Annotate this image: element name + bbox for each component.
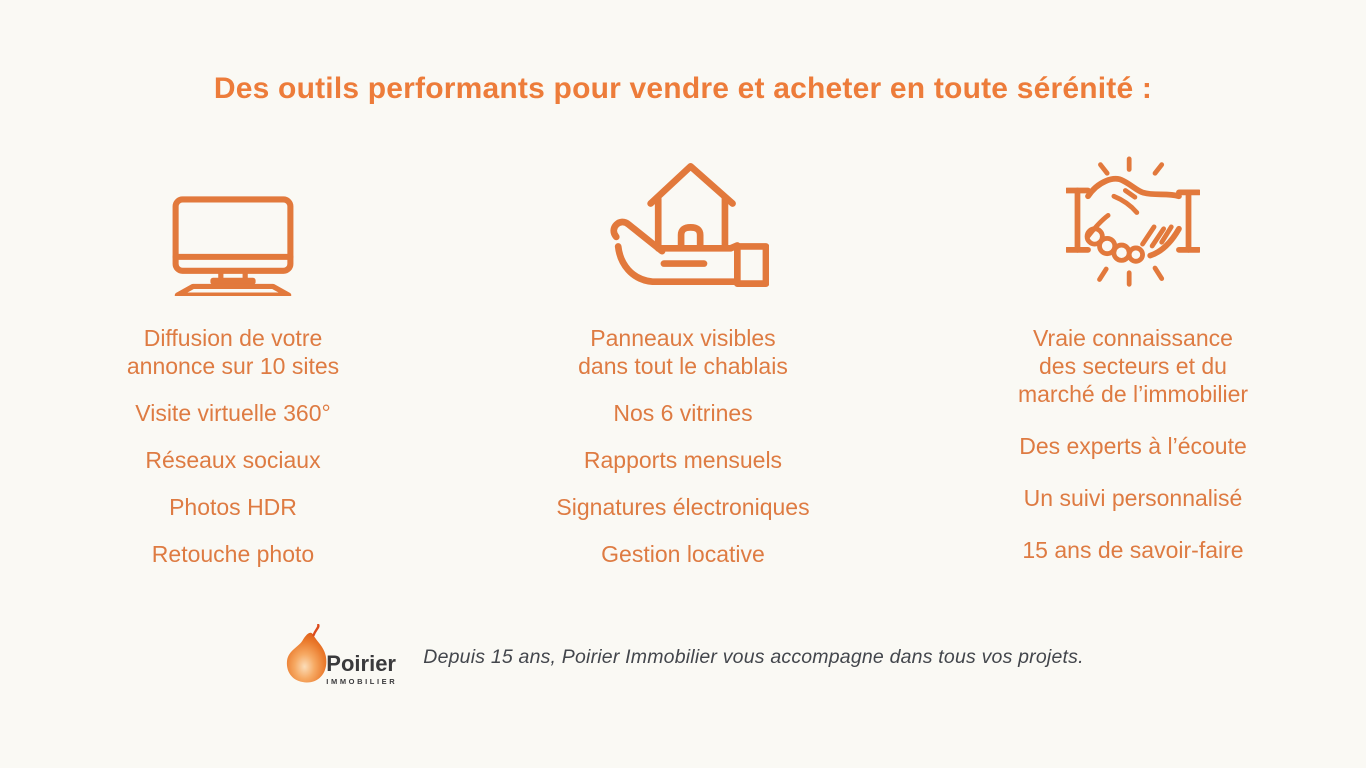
list-item xyxy=(601,540,765,568)
house-in-hand-icon xyxy=(597,153,769,296)
list-item xyxy=(584,446,782,474)
feature-list xyxy=(1018,324,1248,564)
list-item xyxy=(127,324,339,380)
list-item-line: annonce sur 10 sites xyxy=(126,353,340,379)
list-item xyxy=(1019,432,1247,460)
list-item-line: Gestion locative xyxy=(601,541,765,567)
list-item-line: Vraie connaissance xyxy=(1033,325,1233,351)
column-icon-wrap xyxy=(172,142,294,296)
column-expertise xyxy=(913,142,1353,568)
list-item-line: Retouche photo xyxy=(151,541,315,567)
list-item xyxy=(169,493,297,521)
list-item-line: Diffusion de votre xyxy=(143,325,323,351)
list-item xyxy=(152,540,314,568)
list-item-line: des secteurs et du xyxy=(1039,353,1227,379)
logo-text xyxy=(326,653,397,686)
feature-list xyxy=(127,324,339,568)
poirier-logo xyxy=(282,624,397,690)
list-item xyxy=(578,324,788,380)
list-item-line: dans tout le chablais xyxy=(578,353,788,379)
list-item xyxy=(1024,484,1243,512)
footer-tagline: Depuis 15 ans, Poirier Immobilier vous accompagne dans tous vos projets. xyxy=(423,645,1084,668)
list-item xyxy=(1018,324,1248,408)
column-icon-wrap xyxy=(1066,142,1200,296)
list-item-line: Signatures électroniques xyxy=(556,494,810,520)
list-item-line: Panneaux visibles xyxy=(590,325,776,351)
list-item-line: Nos 6 vitrines xyxy=(613,400,753,426)
column-visibilite xyxy=(463,142,903,568)
list-item-line: Visite virtuelle 360° xyxy=(135,400,331,426)
handshake-icon xyxy=(1066,152,1200,296)
list-item xyxy=(613,399,752,427)
list-item-line: Photos HDR xyxy=(169,494,297,520)
column-diffusion xyxy=(13,142,453,568)
list-item-line: 15 ans de savoir-faire xyxy=(1022,537,1244,563)
list-item xyxy=(556,493,809,521)
list-item-line: Un suivi personnalisé xyxy=(1023,485,1243,511)
pear-icon xyxy=(282,624,330,690)
feature-columns xyxy=(13,142,1353,568)
column-icon-wrap xyxy=(597,142,769,296)
list-item xyxy=(1022,536,1243,564)
list-item-line: Des experts à l’écoute xyxy=(1019,433,1247,459)
feature-list xyxy=(556,324,809,568)
list-item-line: marché de l’immobilier xyxy=(1017,381,1249,407)
page-title: Des outils performants pour vendre et acheter en toute sérénité : xyxy=(213,72,1153,105)
logo-name: Poirier xyxy=(326,651,396,676)
list-item xyxy=(135,399,330,427)
logo-subtitle: IMMOBILIER xyxy=(326,677,398,686)
monitor-icon xyxy=(172,196,294,296)
list-item-line: Réseaux sociaux xyxy=(145,447,321,473)
footer xyxy=(282,624,1083,690)
list-item-line: Rapports mensuels xyxy=(583,447,783,473)
list-item xyxy=(145,446,320,474)
